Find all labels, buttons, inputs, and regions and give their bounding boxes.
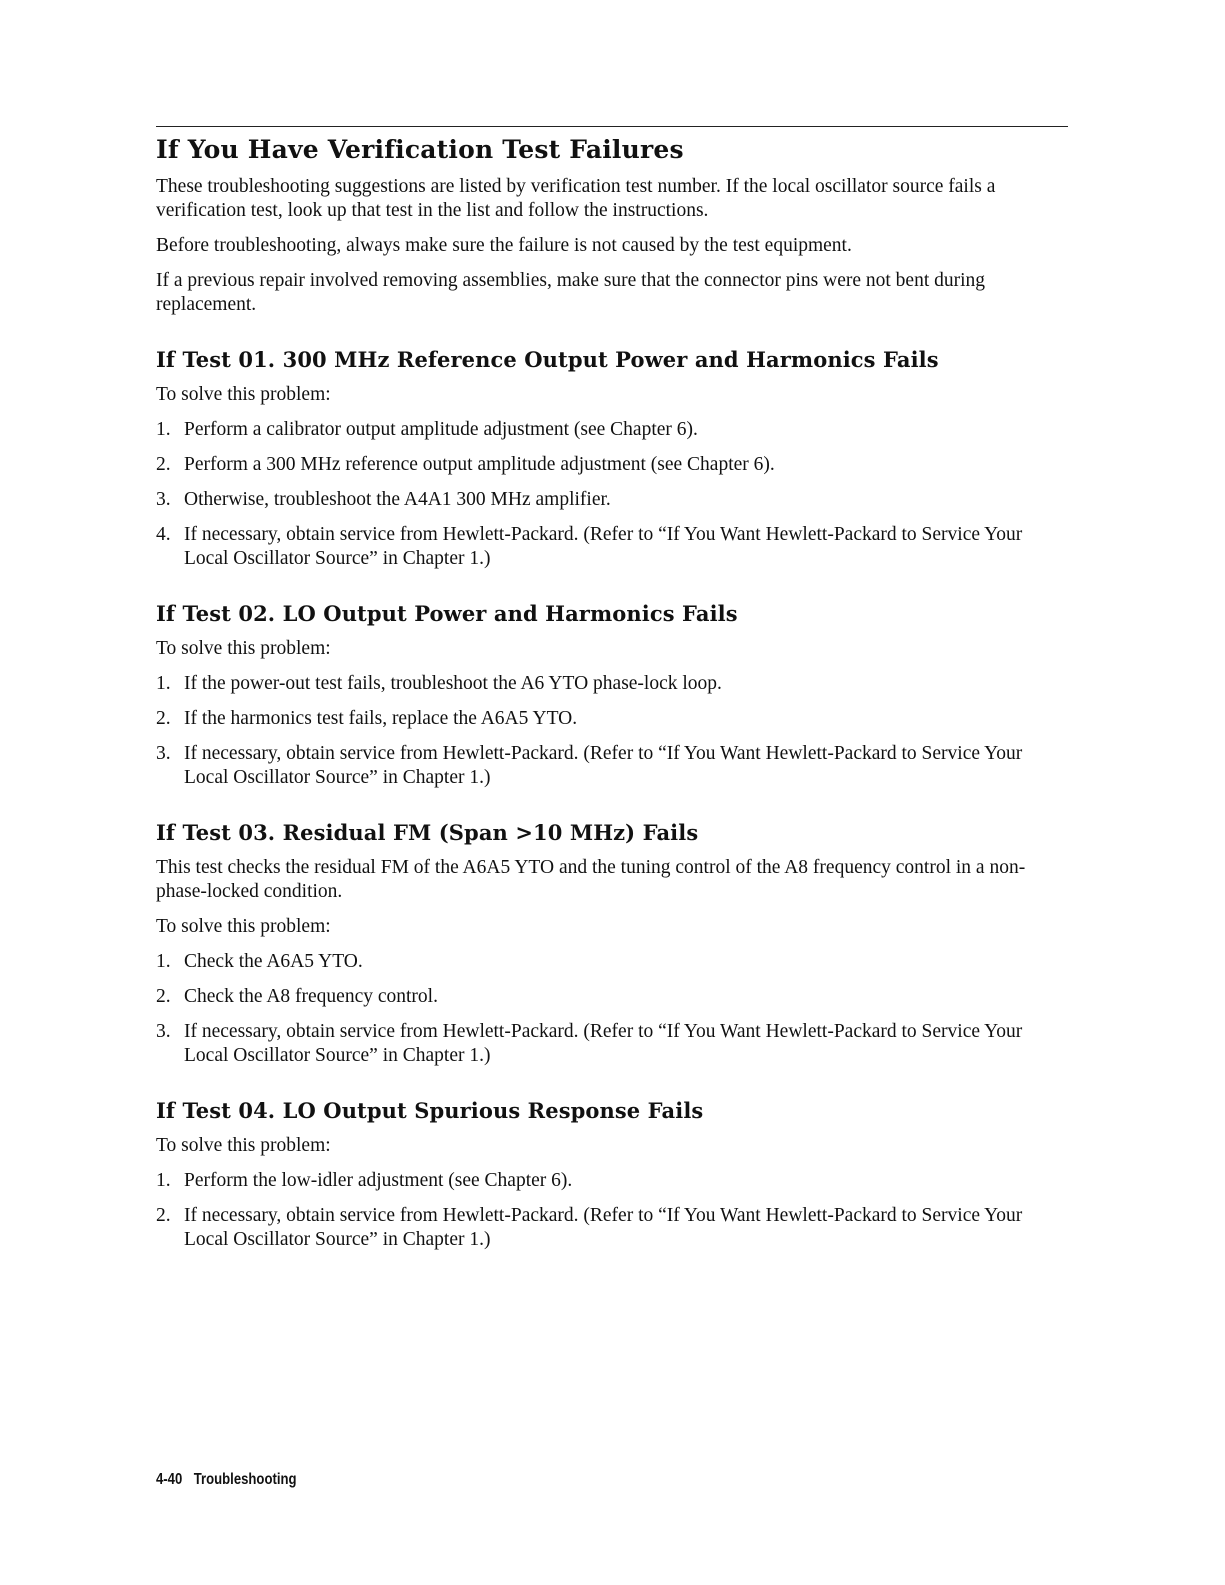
- step-number: 2.: [156, 986, 171, 1007]
- list-item: [156, 707, 1068, 731]
- section-paragraph: To solve this problem:: [156, 916, 331, 937]
- step-number: 3.: [156, 489, 171, 510]
- step-number: 1.: [156, 1170, 171, 1191]
- step-text: If necessary, obtain service from Hewlett-Packard. (Refer to “If You Want Hewlett-Packard to Service Your Local Oscillator Source” in Chapter 1.): [184, 743, 1023, 788]
- list-item: [156, 742, 1068, 790]
- intro-paragraph: Before troubleshooting, always make sure the failure is not caused by the test equipment.: [156, 235, 852, 256]
- step-number: 1.: [156, 673, 171, 694]
- step-list: [156, 672, 1068, 790]
- list-item: [156, 1020, 1068, 1068]
- section-heading: If Test 03. Residual FM (Span >10 MHz) Fails: [156, 820, 699, 845]
- section-paragraph: To solve this problem:: [156, 638, 331, 659]
- section-heading: If Test 04. LO Output Spurious Response Fails: [156, 1098, 704, 1123]
- step-number: 3.: [156, 1021, 171, 1042]
- step-text: Perform the low-idler adjustment (see Chapter 6).: [184, 1170, 573, 1191]
- step-list: [156, 950, 1068, 1068]
- list-item: [156, 985, 1068, 1009]
- section-heading: If Test 01. 300 MHz Reference Output Power and Harmonics Fails: [156, 347, 939, 372]
- section-paragraph: To solve this problem:: [156, 384, 331, 405]
- step-text: If the harmonics test fails, replace the A6A5 YTO.: [184, 708, 578, 729]
- step-text: Perform a calibrator output amplitude adjustment (see Chapter 6).: [184, 419, 698, 440]
- list-item: [156, 1169, 1068, 1193]
- section-heading: If Test 02. LO Output Power and Harmonics Fails: [156, 601, 738, 626]
- step-text: Perform a 300 MHz reference output amplitude adjustment (see Chapter 6).: [184, 454, 775, 475]
- section-paragraph: To solve this problem:: [156, 1135, 331, 1156]
- step-list: [156, 1169, 1068, 1252]
- list-item: [156, 418, 1068, 442]
- list-item: [156, 488, 1068, 512]
- list-item: [156, 1204, 1068, 1252]
- step-number: 2.: [156, 1205, 171, 1226]
- list-item: [156, 453, 1068, 477]
- step-number: 3.: [156, 743, 171, 764]
- intro-paragraph: If a previous repair involved removing assemblies, make sure that the connector pins were not bent during replacement.: [156, 270, 986, 315]
- section-test-02: [156, 599, 1068, 790]
- list-item: [156, 523, 1068, 571]
- step-text: If necessary, obtain service from Hewlett-Packard. (Refer to “If You Want Hewlett-Packard to Service Your Local Oscillator Source” in Chapter 1.): [184, 524, 1023, 569]
- section-test-04: [156, 1096, 1068, 1252]
- step-number: 1.: [156, 419, 171, 440]
- step-number: 2.: [156, 708, 171, 729]
- intro-paragraph: These troubleshooting suggestions are listed by verification test number. If the local oscillator source fails a verification test, look up that test in the list and follow the instructions.: [156, 176, 996, 221]
- footer-section-title: Troubleshooting: [193, 1471, 297, 1488]
- step-text: Check the A6A5 YTO.: [184, 951, 363, 972]
- step-number: 4.: [156, 524, 171, 545]
- list-item: [156, 950, 1068, 974]
- step-text: If necessary, obtain service from Hewlett-Packard. (Refer to “If You Want Hewlett-Packard to Service Your Local Oscillator Source” in Chapter 1.): [184, 1205, 1023, 1250]
- list-item: [156, 672, 1068, 696]
- document-page: [156, 126, 1068, 1263]
- step-text: Check the A8 frequency control.: [184, 986, 438, 1007]
- page-title: If You Have Verification Test Failures: [156, 135, 684, 164]
- step-number: 2.: [156, 454, 171, 475]
- step-number: 1.: [156, 951, 171, 972]
- page-footer: [156, 1471, 297, 1489]
- section-test-01: [156, 345, 1068, 571]
- section-test-03: [156, 818, 1068, 1068]
- step-text: Otherwise, troubleshoot the A4A1 300 MHz amplifier.: [184, 489, 611, 510]
- step-text: If necessary, obtain service from Hewlett-Packard. (Refer to “If You Want Hewlett-Packard to Service Your Local Oscillator Source” in Chapter 1.): [184, 1021, 1023, 1066]
- page-number: 4-40: [156, 1471, 183, 1488]
- step-list: [156, 418, 1068, 571]
- top-rule: [156, 126, 1068, 127]
- section-paragraph: This test checks the residual FM of the A6A5 YTO and the tuning control of the A8 frequency control in a non-phase-locked condition.: [156, 857, 1026, 902]
- step-text: If the power-out test fails, troubleshoot the A6 YTO phase-lock loop.: [184, 673, 722, 694]
